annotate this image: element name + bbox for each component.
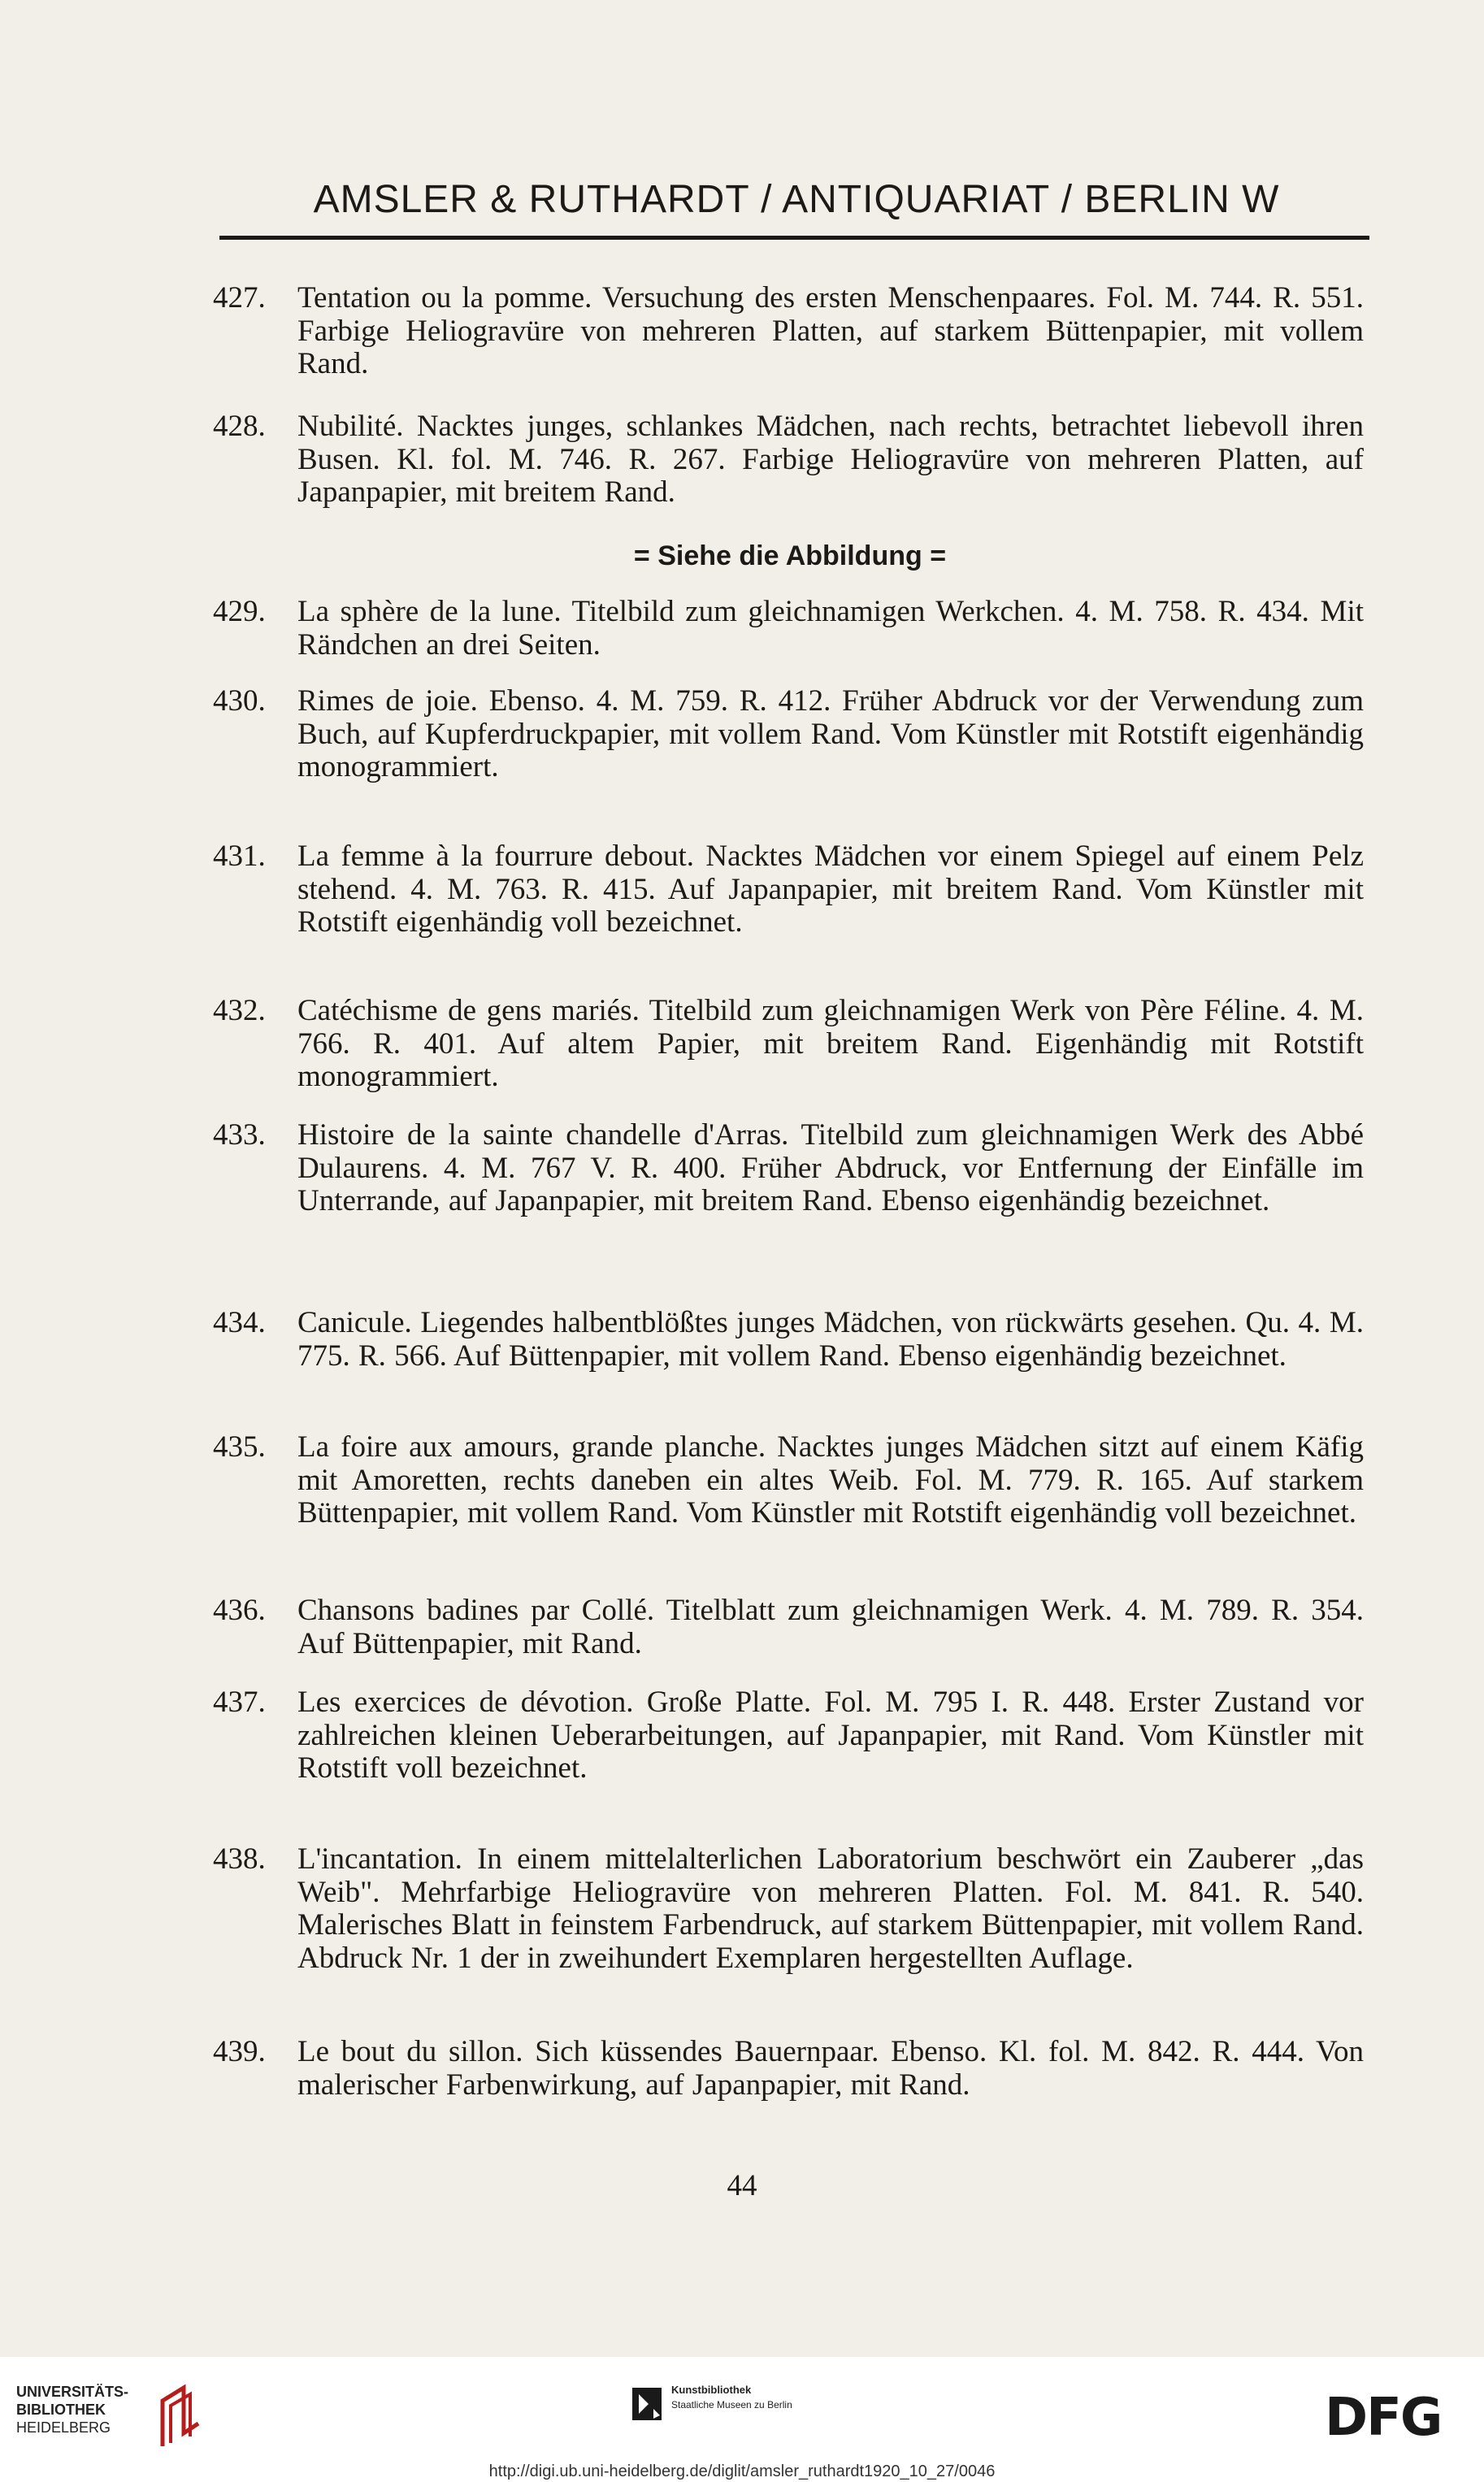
entry-number: 435. (213, 1430, 266, 1464)
entry-text: Histoire de la sainte chandelle d'Arras. Titelbild zum gleichnamigen Werk des Abbé Dulaurens. 4. M. 767 V. R. 400. Früher Abdruck, vor Entfernung der Einfälle im Unterrande, auf Japanpapier, mit breitem Rand. Ebenso eigenhändig bezeichnet. (297, 1118, 1364, 1217)
entry-number: 431. (213, 840, 266, 873)
kunstbibliothek-subtitle: Staatliche Museen zu Berlin (671, 2399, 792, 2410)
page-number: 44 (727, 2169, 757, 2202)
entry-number: 430. (213, 684, 266, 718)
entry-text: La femme à la fourrure debout. Nacktes Mädchen vor einem Spiegel auf einem Pelz stehend. 4. M. 763. R. 415. Auf Japanpapier, mit breitem Rand. Vom Künstler mit Rotstift eigenhändig voll bezeichnet. (297, 840, 1364, 939)
entry-number: 433. (213, 1118, 266, 1152)
entry-text: L'incantation. In einem mittelalterlichen Laboratorium beschwört ein Zauberer „das Weib". Mehrfarbige Heliogravüre von mehreren Platten. Fol. M. 841. R. 540. Malerisches Blatt in feinstem Farbendruck, auf starkem Büttenpapier, mit vollem Rand. Abdruck Nr. 1 der in zweihundert Exemplaren hergestellten Auflage. (297, 1842, 1364, 1975)
entry-text: Tentation ou la pomme. Versuchung des ersten Menschenpaares. Fol. M. 744. R. 551. Farbige Heliogravüre von mehreren Platten, auf starkem Büttenpapier, mit vollem Rand. (297, 281, 1364, 380)
see-illustration-note: = Siehe die Abbildung = (633, 540, 947, 571)
entry-number: 427. (213, 281, 266, 315)
entry-text: La foire aux amours, grande planche. Nacktes junges Mädchen sitzt auf einem Käfig mit Amoretten, rechts daneben ein altes Weib. Fol. M. 779. R. 165. Auf starkem Büttenpapier, mit vollem Rand. Vom Künstler mit Rotstift eigenhändig voll bezeichnet. (297, 1430, 1364, 1530)
entry-text: Nubilité. Nacktes junges, schlankes Mädchen, nach rechts, betrachtet liebevoll ihren Busen. Kl. fol. M. 746. R. 267. Farbige Heliogravüre von mehreren Platten, auf Japanpapier, mit breitem Rand. (297, 410, 1364, 509)
university-name-line: BIBLIOTHEK (16, 2402, 106, 2418)
university-name (16, 2383, 154, 2436)
entry-number: 436. (213, 1594, 266, 1627)
kunstbibliothek-name (671, 2383, 874, 2412)
entry-number: 438. (213, 1842, 266, 1876)
entry-number: 428. (213, 410, 266, 443)
entry-text: Rimes de joie. Ebenso. 4. M. 759. R. 412. Früher Abdruck vor der Verwendung zum Buch, auf Kupferdruckpapier, mit vollem Rand. Vom Künstler mit Rotstift eigenhändig monogrammiert. (297, 684, 1364, 783)
university-seal-icon (156, 2383, 205, 2449)
entry-text: Canicule. Liegendes halbentblößtes junges Mädchen, von rückwärts gesehen. Qu. 4. M. 775. R. 566. Auf Büttenpapier, mit vollem Rand. Ebenso eigenhändig bezeichnet. (297, 1306, 1364, 1373)
entry-text: La sphère de la lune. Titelbild zum gleichnamigen Werkchen. 4. M. 758. R. 434. Mit Rändchen an drei Seiten. (297, 595, 1364, 662)
dfg-logo: DFG (1325, 2388, 1442, 2448)
entry-text: Le bout du sillon. Sich küssendes Bauernpaar. Ebenso. Kl. fol. M. 842. R. 444. Von malerischer Farbenwirkung, auf Japanpapier, mit Rand. (297, 2035, 1364, 2102)
running-header: AMSLER & RUTHARDT / ANTIQUARIAT / BERLIN W (313, 178, 1280, 221)
kunstbibliothek-title: Kunstbibliothek (671, 2384, 752, 2396)
entry-text: Chansons badines par Collé. Titelblatt zum gleichnamigen Werk. 4. M. 789. R. 354. Auf Büttenpapier, mit Rand. (297, 1594, 1364, 1660)
entry-text: Catéchisme de gens mariés. Titelbild zum gleichnamigen Werk von Père Féline. 4. M. 766. R. 401. Auf altem Papier, mit breitem Rand. Eigenhändig mit Rotstift monogrammiert. (297, 994, 1364, 1093)
entry-text: Les exercices de dévotion. Große Platte. Fol. M. 795 I. R. 448. Erster Zustand vor zahlreichen kleinen Ueberarbeitungen, auf Japanpapier, mit Rand. Vom Künstler mit Rotstift voll bezeichnet. (297, 1686, 1364, 1785)
university-name-line: HEIDELBERG (16, 2419, 111, 2436)
entry-number: 429. (213, 595, 266, 628)
source-url: http://digi.ub.uni-heidelberg.de/diglit/amsler_ruthardt1920_10_27/0046 (488, 2462, 996, 2480)
university-name-line: UNIVERSITÄTS- (16, 2384, 129, 2400)
footer-bar (0, 2357, 1484, 2482)
entry-number: 437. (213, 1686, 266, 1719)
university-library-logo (16, 2383, 211, 2456)
kunstbibliothek-logo (631, 2380, 874, 2428)
entry-number: 434. (213, 1306, 266, 1339)
kunstbibliothek-mark-icon (631, 2386, 663, 2422)
entry-number: 439. (213, 2035, 266, 2068)
entry-number: 432. (213, 994, 266, 1027)
